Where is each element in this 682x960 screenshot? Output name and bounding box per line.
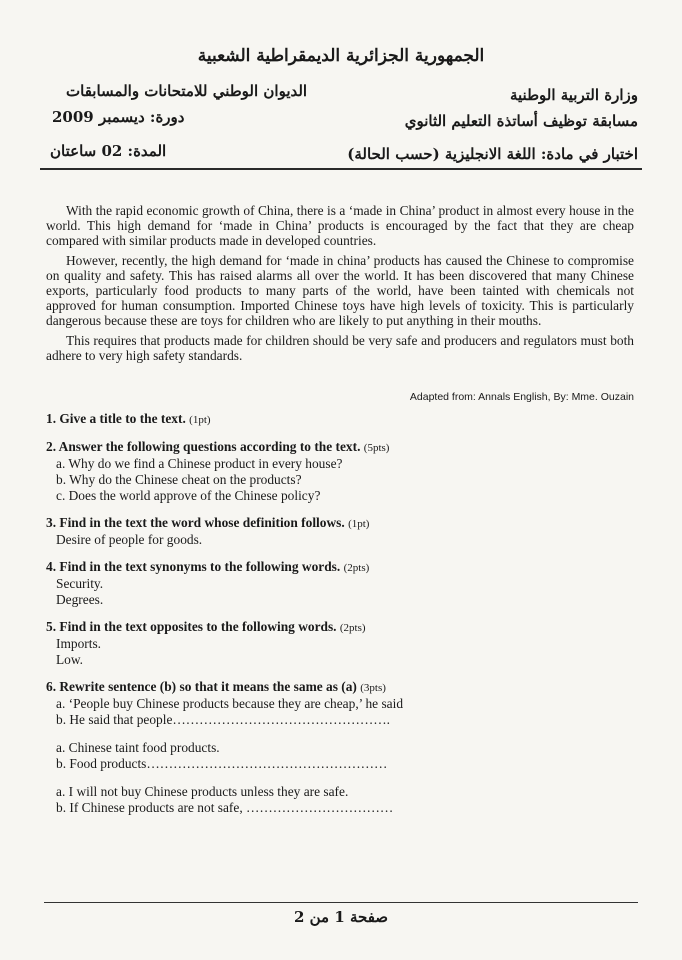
question-item: a. ‘People buy Chinese products because they are cheap,’ he said xyxy=(56,696,404,711)
question-points: (2pts) xyxy=(339,622,366,634)
question-item: a. Chinese taint food products. xyxy=(56,740,220,755)
question-3 xyxy=(46,515,636,548)
question-4 xyxy=(46,559,636,608)
passage-paragraph: However, recently, the high demand for ‘made in china’ products has caused the Chinese to compromise on quality and safety. This has raised alarms all over the world. It has been discovered that many Chinese exports, particularly food products to many parts of the world, have been tainted with chemicals not approved for human consumption. Imported Chinese toys have high levels of toxicity. This is particularly dangerous because these are toys for children who are likely to put anything in their mouths. xyxy=(46,252,634,329)
question-item: a. Why do we find a Chinese product in every house? xyxy=(56,456,343,471)
question-1 xyxy=(46,411,636,428)
passage-source: Adapted from: Annals English, By: Mme. Ouzain xyxy=(409,391,634,403)
question-item: b. Food products……………………………………………… xyxy=(56,756,388,771)
exam-office-name: الديوان الوطني للامتحانات والمسابقات xyxy=(66,82,308,100)
question-points: (3pts) xyxy=(360,682,386,694)
question-title: 2. Answer the following questions according to the text. xyxy=(46,439,361,454)
reading-passage xyxy=(46,203,634,367)
ministry-name: وزارة التربية الوطنية xyxy=(509,86,638,104)
question-title: 4. Find in the text synonyms to the following words. xyxy=(46,559,341,574)
republic-heading: الجمهورية الجزائرية الديمقراطية الشعبية xyxy=(197,46,485,66)
question-points: (5pts) xyxy=(363,442,390,454)
question-item: a. I will not buy Chinese products unless they are safe. xyxy=(56,784,349,799)
question-title: 6. Rewrite sentence (b) so that it means the same as (a) xyxy=(46,679,357,694)
footer-divider xyxy=(44,902,638,903)
question-item: b. Why do the Chinese cheat on the products? xyxy=(56,472,302,487)
question-2 xyxy=(46,439,636,504)
question-points: (1pt) xyxy=(189,414,211,426)
question-title: 3. Find in the text the word whose definition follows. xyxy=(46,515,345,530)
question-item: c. Does the world approve of the Chinese policy? xyxy=(56,488,321,503)
question-item: Security. xyxy=(56,576,104,591)
question-6 xyxy=(46,679,636,816)
question-title: 1. Give a title to the text. xyxy=(46,411,186,426)
page-number: صفحة 1 من 2 xyxy=(293,908,389,926)
exam-duration: المدة: 02 ساعتان xyxy=(50,142,167,160)
question-item: Desire of people for goods. xyxy=(56,532,203,547)
passage-paragraph: This requires that products made for children should be very safe and producers and regulators must both adhere to very high safety standards. xyxy=(46,332,634,363)
question-item: b. If Chinese products are not safe, …………………………… xyxy=(56,800,394,815)
question-points: (2pts) xyxy=(343,562,370,574)
question-5 xyxy=(46,619,636,668)
passage-paragraph: With the rapid economic growth of China, there is a ‘made in China’ product in almost every house in the world. This high demand for ‘made in China’ products is encouraged by the fact that they are cheap compared with similar products made in developed countries. xyxy=(46,203,634,249)
questions-section xyxy=(46,411,636,827)
contest-title: مسابقة توظيف أساتذة التعليم الثانوي xyxy=(404,112,638,130)
exam-subject: اختبار في مادة: اللغة الانجليزية (حسب الحالة) xyxy=(347,145,638,163)
question-item: Low. xyxy=(56,652,84,667)
question-title: 5. Find in the text opposites to the following words. xyxy=(46,619,337,634)
exam-session: دورة: ديسمبر 2009 xyxy=(52,108,185,126)
question-item: Degrees. xyxy=(56,592,104,607)
question-item: Imports. xyxy=(56,636,102,651)
header-divider xyxy=(40,168,642,170)
question-item: b. He said that people…………………………………………. xyxy=(56,712,390,727)
question-points: (1pt) xyxy=(348,518,370,530)
